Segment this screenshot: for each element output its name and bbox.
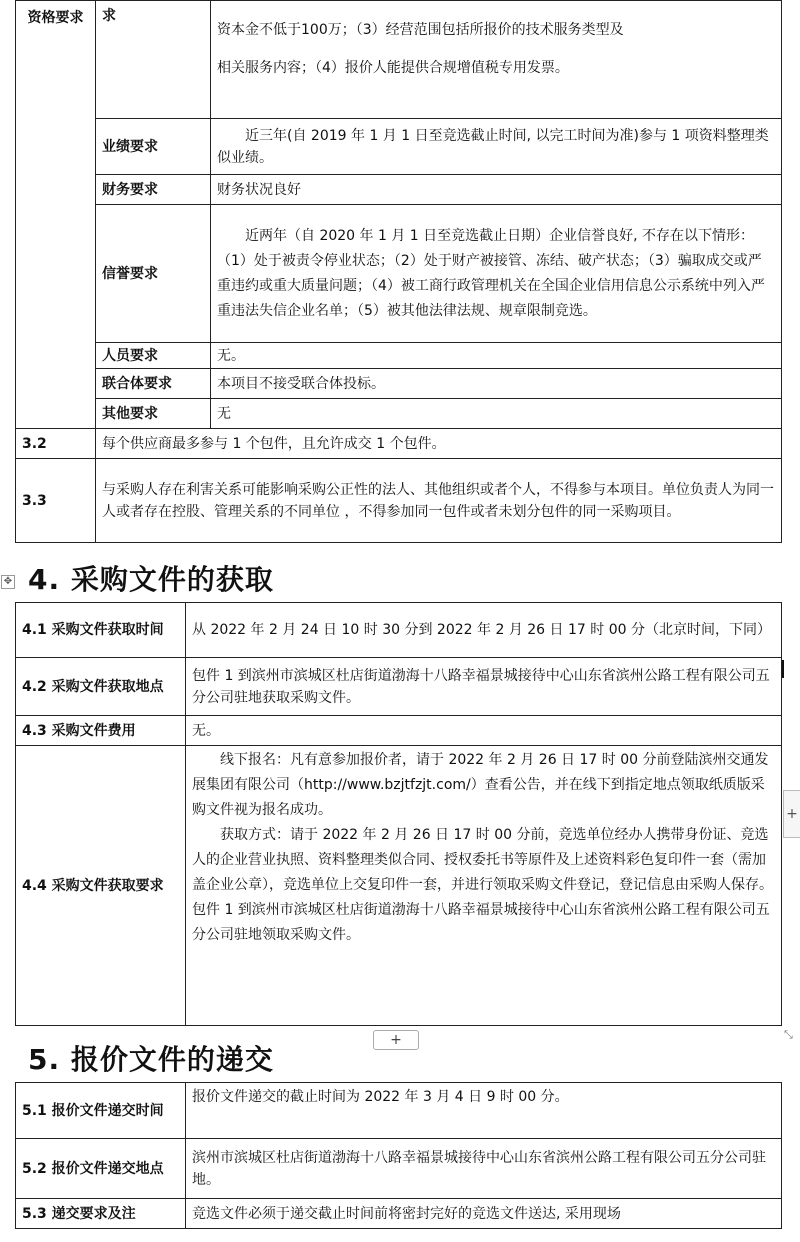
finance-label: 财务要求 [96, 175, 211, 205]
side-add-button[interactable]: + [783, 790, 800, 838]
row-3-2-label: 3.2 [16, 429, 96, 459]
row-4-2-label: 4.2 采购文件获取地点 [16, 658, 186, 716]
qualification-sub-label: 求 [96, 1, 211, 119]
row-3-2-text: 每个供应商最多参与 1 个包件，且允许成交 1 个包件。 [96, 429, 782, 459]
row-4-4-paragraph-2: 获取方式：请于 2022 年 2 月 26 日 17 时 00 分前，竞选单位经办人携带身份证、竞选人的企业营业执照、资料整理类似合同、授权委托书等原件及上述资料彩色复印件一套（需加盖企业公章），竞选单位上交复印件一套，并进行领取采购文件登记，登记信息由采购人保存。包件 1 到滨州市滨城区杜店街道渤海十八路幸福景城接待中心山东省滨州公路工程有限公司五分公司驻地领取采购文件。 [192, 827, 773, 943]
row-5-3-label: 5.3 递交要求及注 [16, 1199, 186, 1229]
qualification-text-line-2: 相关服务内容；（4）报价人能提供合规增值税专用发票。 [217, 60, 569, 76]
row-5-2-label: 5.2 报价文件递交地点 [16, 1139, 186, 1199]
acquisition-table [15, 602, 782, 1026]
credit-label: 信誉要求 [96, 205, 211, 343]
table-move-handle[interactable]: ✥ [1, 575, 15, 589]
row-4-1-text: 从 2022 年 2 月 24 日 10 时 30 分到 2022 年 2 月 26 日 17 时 00 分（北京时间，下同） [186, 603, 782, 658]
row-5-3-text: 竞选文件必须于递交截止时间前将密封完好的竞选文件送达, 采用现场 [186, 1199, 782, 1229]
credit-text: 近两年（自 2020 年 1 月 1 日至竞选截止日期）企业信誉良好, 不存在以下情形：（1）处于被责令停业状态；（2）处于财产被接管、冻结、破产状态；（3）骗取成交或严重违约或重大质量问题；（4）被工商行政管理机关在全国企业信用信息公示系统中列入严重违法失信企业名单；（5）被其他法律法规、规章限制竞选。 [211, 205, 782, 343]
section-5-heading: 5. 报价文件的递交 [28, 1043, 274, 1076]
row-5-1-text: 报价文件递交的截止时间为 2022 年 3 月 4 日 9 时 00 分。 [186, 1083, 782, 1139]
finance-text: 财务状况良好 [211, 175, 782, 205]
row-4-4-label: 4.4 采购文件获取要求 [16, 746, 186, 1026]
staff-text: 无。 [211, 343, 782, 369]
other-label: 其他要求 [96, 399, 211, 429]
qualification-text [211, 1, 782, 119]
submission-table [15, 1082, 782, 1229]
row-4-3-label: 4.3 采购文件费用 [16, 716, 186, 746]
consortium-text: 本项目不接受联合体投标。 [211, 369, 782, 399]
qualification-label [16, 1, 96, 429]
qualification-text-line-1: 资本金不低于100万；（3）经营范围包括所报价的技术服务类型及 [217, 22, 624, 38]
row-4-3-text: 无。 [186, 716, 782, 746]
row-3-3-text: 与采购人存在利害关系可能影响采购公正性的法人、其他组织或者个人，不得参与本项目。单位负责人为同一人或者存在控股、管理关系的不同单位 ，不得参加同一包件或者未划分包件的同一采购项目。 [96, 459, 782, 543]
performance-text: 近三年(自 2019 年 1 月 1 日至竞选截止时间, 以完工时间为准)参与 1 项资料整理类似业绩。 [211, 119, 782, 175]
performance-label: 业绩要求 [96, 119, 211, 175]
row-4-4-text [186, 746, 782, 1026]
row-3-3-label: 3.3 [16, 459, 96, 543]
staff-label: 人员要求 [96, 343, 211, 369]
row-5-1-label: 5.1 报价文件递交时间 [16, 1083, 186, 1139]
text-cursor [782, 660, 784, 678]
row-4-4-paragraph-1: 线下报名：凡有意参加报价者，请于 2022 年 2 月 26 日 17 时 00 分前登陆滨州交通发展集团有限公司（http://www.bzjtfzjt.com/）查看公告，并在线下到指定地点领取纸质版采购文件视为报名成功。 [192, 752, 769, 818]
add-row-button[interactable]: + [373, 1030, 419, 1050]
row-4-1-label: 4.1 采购文件获取时间 [16, 603, 186, 658]
consortium-label: 联合体要求 [96, 369, 211, 399]
qualification-table [15, 0, 782, 543]
row-4-2-text: 包件 1 到滨州市滨城区杜店街道渤海十八路幸福景城接待中心山东省滨州公路工程有限公司五分公司驻地获取采购文件。 [186, 658, 782, 716]
section-4-heading: 4. 采购文件的获取 [28, 563, 274, 596]
table-resize-icon[interactable]: ⤡ [784, 1028, 793, 1041]
row-5-2-text: 滨州市滨城区杜店街道渤海十八路幸福景城接待中心山东省滨州公路工程有限公司五分公司驻地。 [186, 1139, 782, 1199]
qualification-label-text: 资格要求 [27, 10, 84, 26]
other-text: 无 [211, 399, 782, 429]
